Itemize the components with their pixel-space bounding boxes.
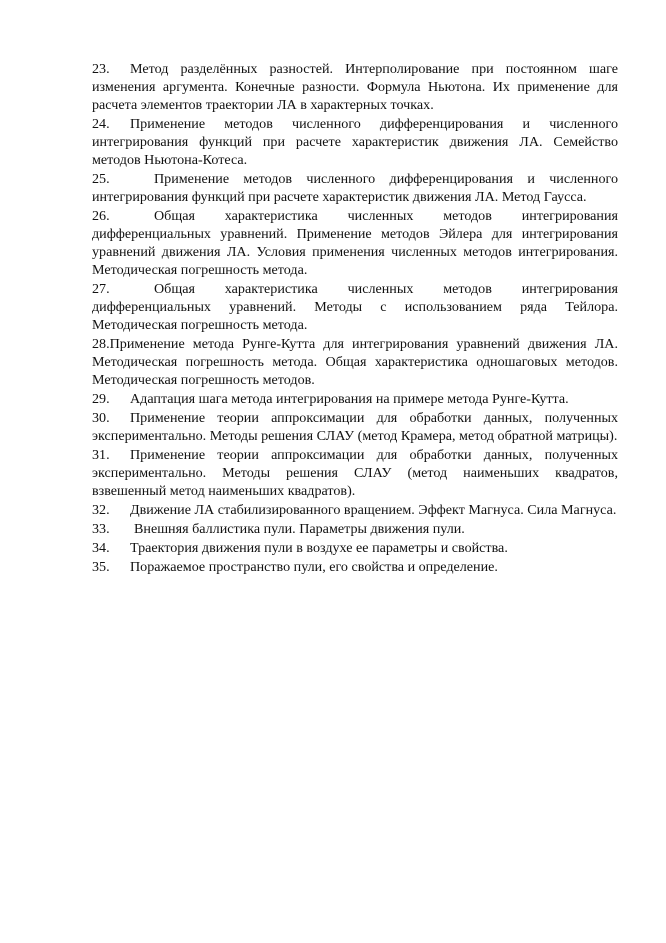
item-number: 29.	[92, 391, 110, 407]
list-item	[92, 170, 618, 206]
list-item	[92, 207, 618, 279]
list-item	[92, 280, 618, 334]
list-item	[92, 520, 618, 538]
list-item	[92, 539, 618, 557]
item-text: Общая характеристика численных методов интегрирования дифференциальных уравнений. Методы с использованием ряда Тейлора. Методическая погрешность метода.	[92, 281, 618, 333]
item-number: 25.	[92, 171, 110, 187]
item-number: 27.	[92, 281, 110, 297]
item-number: 31.	[92, 447, 110, 463]
item-number: 34.	[92, 540, 110, 556]
item-number: 23.	[92, 61, 110, 77]
item-number: 26.	[92, 208, 110, 224]
item-number: 35.	[92, 559, 110, 575]
question-list	[92, 60, 618, 577]
item-text: Применение методов численного дифференцирования и численного интегрирования функций при расчете характеристик движения ЛА. Метод Гаусса.	[92, 171, 618, 205]
list-item	[92, 558, 618, 576]
item-text: Адаптация шага метода интегрирования на примере метода Рунге-Кутта.	[130, 391, 569, 407]
list-item	[92, 60, 618, 114]
list-item	[92, 446, 618, 500]
list-item	[92, 390, 618, 408]
item-number: 24.	[92, 116, 110, 132]
list-item	[92, 335, 618, 389]
item-text: Поражаемое пространство пули, его свойства и определение.	[130, 559, 498, 575]
item-number: 28.	[92, 336, 110, 352]
list-item	[92, 409, 618, 445]
item-text: Внешняя баллистика пули. Параметры движения пули.	[134, 521, 465, 537]
list-item	[92, 115, 618, 169]
item-text: Применение теории аппроксимации для обработки данных, полученных экспериментально. Методы решения СЛАУ (метод наименьших квадратов, взвешенный метод наименьших квадратов).	[92, 447, 618, 499]
list-item	[92, 501, 618, 519]
item-text: Траектория движения пули в воздухе ее параметры и свойства.	[130, 540, 508, 556]
item-text: Метод разделённых разностей. Интерполирование при постоянном шаге изменения аргумента. Конечные разности. Формула Ньютона. Их применение для расчета элементов траектории ЛА в характерных точках.	[92, 61, 618, 113]
item-text: Применение методов численного дифференцирования и численного интегрирования функций при расчете характеристик движения ЛА. Семейство методов Ньютона-Котеса.	[92, 116, 618, 168]
item-text: Общая характеристика численных методов интегрирования дифференциальных уравнений. Применение методов Эйлера для интегрирования уравнений движения ЛА. Условия применения численных методов интегрирования. Методическая погрешность метода.	[92, 208, 618, 278]
item-text: Применение метода Рунге-Кутта для интегрирования уравнений движения ЛА. Методическая погрешность метода. Общая характеристика одношаговых методов. Методическая погрешность методов.	[92, 336, 618, 388]
item-number: 32.	[92, 502, 110, 518]
item-number: 30.	[92, 410, 110, 426]
item-text: Движение ЛА стабилизированного вращением. Эффект Магнуса. Сила Магнуса.	[130, 502, 617, 518]
item-number: 33.	[92, 521, 110, 537]
item-text: Применение теории аппроксимации для обработки данных, полученных экспериментально. Методы решения СЛАУ (метод Крамера, метод обратной матрицы).	[92, 410, 618, 444]
